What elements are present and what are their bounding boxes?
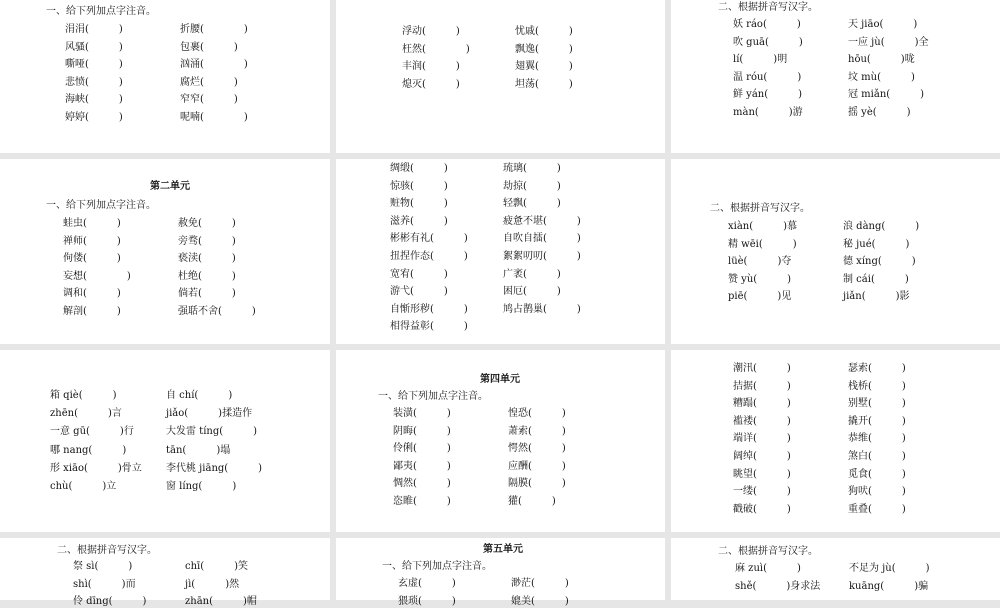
exercise-item: jì( )然	[185, 578, 240, 590]
exercise-item: 自 chí( )	[166, 390, 233, 401]
exercise-item: 一意 gū( )行	[50, 426, 134, 438]
unit-heading: 第二单元	[150, 181, 190, 192]
exercise-item: 褴褛( )	[733, 415, 791, 427]
exercise-item: 摇 yè( )	[848, 107, 911, 118]
exercise-item: 伶俐( )	[393, 443, 451, 455]
exercise-item: 撬开( )	[848, 415, 906, 427]
exercise-item: 装潢( )	[393, 408, 451, 419]
exercise-item: 翅翼( )	[515, 61, 573, 73]
exercise-item: 解剖( )	[63, 306, 121, 317]
exercise-item: 自吹自擂( )	[503, 233, 581, 245]
exercise-item: 游弋( )	[390, 286, 448, 298]
exercise-item: 悲愤( )	[65, 76, 123, 88]
exercise-item: 别墅( )	[848, 398, 906, 410]
exercise-item: shě( )身求法	[735, 580, 821, 592]
exercise-item: 倘若( )	[178, 288, 236, 300]
exercise-item: 鄙夷( )	[393, 460, 451, 472]
exercise-item: 赦免( )	[178, 218, 236, 229]
exercise-item: 箱 qiè( )	[50, 390, 117, 401]
exercise-item: 阔绰( )	[733, 451, 791, 462]
exercise-item: 重叠( )	[848, 503, 906, 515]
exercise-item: lí( )明	[733, 54, 788, 66]
exercise-item: 糟蹋( )	[733, 398, 791, 410]
unit-heading: 第四单元	[480, 374, 520, 385]
exercise-item: 玄虚( )	[398, 578, 456, 589]
exercise-item: 婷婷( )	[65, 112, 123, 123]
worksheet-panel-p3	[671, 0, 1000, 153]
exercise-item: xiàn( )慕	[728, 221, 798, 232]
exercise-item: 惆然( )	[393, 478, 451, 490]
exercise-item: 潮汛( )	[733, 363, 791, 374]
exercise-item: 戳破( )	[733, 503, 791, 515]
worksheet-panel-p11	[336, 538, 665, 607]
exercise-item: lüè( )夺	[728, 256, 792, 268]
exercise-item: 自惭形秽( )	[390, 303, 468, 315]
worksheet-panel-p9	[671, 350, 1000, 532]
exercise-item: 佝偻( )	[63, 253, 121, 265]
exercise-item: 折腰( )	[180, 24, 248, 35]
worksheet-panel-p6	[671, 159, 1000, 344]
exercise-item: 温 róu( )	[733, 71, 802, 83]
worksheet-panel-p12	[671, 538, 1000, 600]
section-instruction: 二、根据拼音写汉字。	[57, 545, 157, 556]
exercise-item: 窄窄( )	[180, 94, 238, 106]
exercise-item: 绸缎( )	[390, 163, 448, 174]
exercise-item: 恭维( )	[848, 433, 906, 445]
exercise-item: zhēn( )言	[50, 408, 122, 420]
exercise-item: 祭 sì( )	[73, 561, 133, 572]
exercise-item: 恣睢( )	[393, 496, 451, 507]
worksheet-panel-p8	[336, 350, 665, 532]
exercise-item: 眺望( )	[733, 468, 791, 480]
exercise-item: 滋养( )	[390, 215, 448, 227]
exercise-item: 彬彬有礼( )	[390, 233, 468, 245]
exercise-item: 强聒不舍( )	[178, 306, 256, 317]
exercise-item: 广袤( )	[503, 268, 561, 280]
exercise-item: 精 wēi( )	[728, 238, 797, 250]
exercise-item: 阴晦( )	[393, 425, 451, 437]
exercise-item: 忧戚( )	[515, 26, 573, 37]
exercise-item: 哪 nang( )	[50, 444, 127, 456]
section-instruction: 二、根据拼音写汉字。	[718, 546, 818, 557]
exercise-item: zhān( )帽	[185, 596, 257, 608]
exercise-item: 杜绝( )	[178, 270, 236, 282]
exercise-item: 腐烂( )	[180, 76, 238, 88]
exercise-item: 嘶哑( )	[65, 59, 123, 71]
unit-heading: 第五单元	[483, 544, 523, 555]
exercise-item: 涓涓( )	[65, 24, 123, 35]
exercise-item: 冠 miǎn( )	[848, 89, 925, 101]
exercise-item: chù( )立	[50, 481, 117, 492]
worksheet-panel-p10	[0, 538, 330, 608]
exercise-item: 扭捏作态( )	[390, 251, 468, 262]
exercise-item: 妖 ráo( )	[733, 19, 801, 30]
exercise-item: 宽宥( )	[390, 268, 448, 280]
exercise-item: 旁骛( )	[178, 235, 236, 247]
exercise-item: 窗 líng( )	[166, 481, 237, 492]
exercise-item: 渺茫( )	[511, 578, 569, 589]
exercise-item: chī( )笑	[185, 561, 249, 572]
exercise-item: 枉然( )	[402, 43, 470, 55]
exercise-item: 栈桥( )	[848, 380, 906, 392]
exercise-item: 赃物( )	[390, 198, 448, 210]
exercise-item: 包裹( )	[180, 41, 238, 53]
exercise-item: 拮据( )	[733, 380, 791, 392]
exercise-item: 熄灭( )	[402, 78, 460, 90]
exercise-item: 妄想( )	[63, 270, 131, 282]
exercise-item: jiǎo( )揉造作	[166, 408, 253, 420]
worksheet-panel-p5	[336, 159, 665, 344]
exercise-item: 坦荡( )	[515, 78, 573, 90]
exercise-item: 应酬( )	[508, 460, 566, 472]
exercise-item: 德 xíng( )	[843, 256, 916, 268]
exercise-item: 呢喃( )	[180, 112, 248, 123]
exercise-item: 李代桃 jiāng( )	[166, 462, 263, 474]
exercise-item: 赞 yù( )	[728, 273, 792, 285]
exercise-item: 鸠占鹊巢( )	[503, 303, 581, 315]
exercise-item: 瑟索( )	[848, 363, 906, 374]
exercise-item: 一应 jù( )全	[848, 36, 929, 48]
exercise-item: 狗吠( )	[848, 486, 906, 498]
exercise-item: 隔膜( )	[508, 478, 566, 490]
exercise-item: 觅食( )	[848, 468, 906, 480]
exercise-item: 形 xiāo( )骨立	[50, 462, 142, 474]
exercise-item: 劫掠( )	[503, 180, 561, 192]
exercise-item: 媲美( )	[511, 595, 569, 607]
worksheet-panel-p4	[0, 159, 330, 344]
section-instruction: 一、给下列加点字注音。	[378, 391, 488, 402]
exercise-item: 丰润( )	[402, 61, 460, 73]
exercise-item: 亵渎( )	[178, 253, 236, 265]
exercise-item: 禅师( )	[63, 235, 121, 247]
exercise-item: shì( )而	[73, 578, 136, 590]
exercise-item: 愕然( )	[508, 443, 566, 455]
exercise-item: 鲜 yán( )	[733, 89, 803, 101]
exercise-item: 轻飘( )	[503, 198, 561, 210]
worksheet-panel-p7	[0, 350, 330, 532]
exercise-item: 惶恐( )	[508, 408, 566, 419]
exercise-item: 调和( )	[63, 288, 121, 300]
section-instruction: 二、根据拼音写汉字。	[710, 203, 810, 214]
exercise-item: 坟 mù( )	[848, 71, 915, 83]
exercise-item: màn( )游	[733, 107, 803, 118]
exercise-item: 相得益彰( )	[390, 321, 468, 333]
exercise-item: 飘逸( )	[515, 43, 573, 55]
exercise-item: 困厄( )	[503, 286, 561, 298]
exercise-item: 海峡( )	[65, 94, 123, 106]
exercise-item: 伶 dīng( )	[73, 596, 147, 608]
exercise-item: 风骚( )	[65, 41, 123, 53]
exercise-item: 制 cái( )	[843, 273, 909, 285]
exercise-item: 獾( )	[508, 496, 556, 507]
exercise-item: 秘 jué( )	[843, 238, 910, 250]
exercise-item: 端详( )	[733, 433, 791, 445]
exercise-item: 汹涌( )	[180, 59, 248, 71]
exercise-item: 疲惫不堪( )	[503, 215, 581, 227]
exercise-item: 浪 dàng( )	[843, 221, 920, 232]
exercise-item: 猥琐( )	[398, 595, 456, 607]
exercise-item: 大发雷 tíng( )	[166, 426, 258, 438]
section-instruction: 一、给下列加点字注音。	[46, 6, 156, 17]
exercise-item: 不足为 jù( )	[849, 563, 930, 574]
exercise-item: 萧索( )	[508, 425, 566, 437]
exercise-item: piē( )见	[728, 291, 792, 303]
exercise-item: 天 jiāo( )	[848, 19, 918, 30]
exercise-item: 琉璃( )	[503, 163, 561, 174]
section-instruction: 一、给下列加点字注音。	[46, 200, 156, 211]
exercise-item: 浮动( )	[402, 26, 460, 37]
section-instruction: 二、根据拼音写汉字。	[718, 2, 818, 13]
exercise-item: kuāng( )骗	[849, 580, 929, 592]
worksheet-panel-p2	[336, 0, 665, 153]
exercise-item: 麻 zuì( )	[735, 563, 801, 574]
worksheet-panel-p1	[0, 0, 330, 153]
exercise-item: 一缕( )	[733, 486, 791, 498]
section-instruction: 一、给下列加点字注音。	[382, 561, 492, 572]
exercise-item: tān( )塌	[166, 444, 231, 456]
exercise-item: 惊骇( )	[390, 180, 448, 192]
exercise-item: 煞白( )	[848, 451, 906, 462]
exercise-item: jiǎn( )影	[843, 291, 910, 303]
exercise-item: 吹 guā( )	[733, 36, 803, 48]
exercise-item: 蛙虫( )	[63, 218, 121, 229]
exercise-item: hōu( )咙	[848, 54, 915, 66]
exercise-item: 絮絮叨叨( )	[503, 251, 581, 262]
